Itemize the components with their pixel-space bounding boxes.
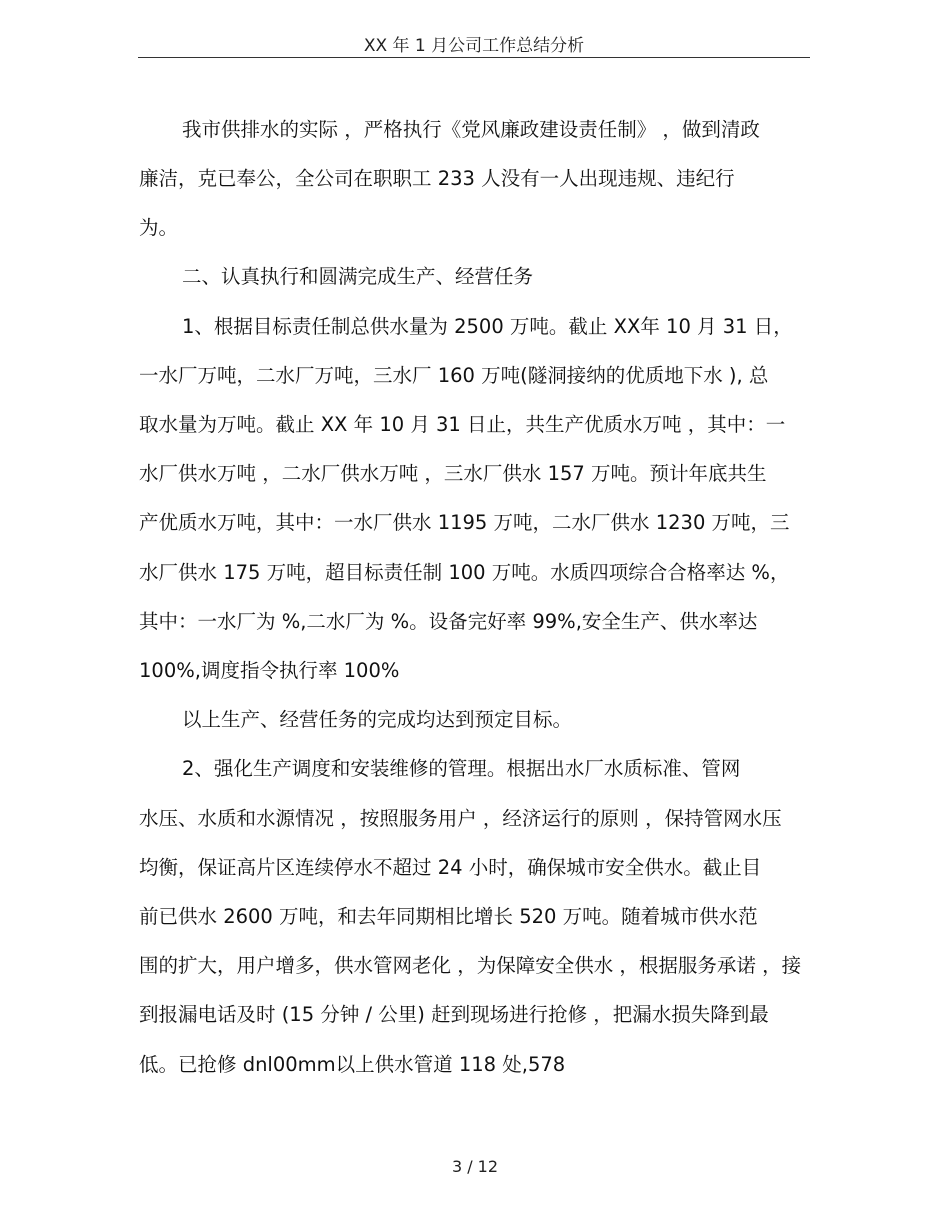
paragraph-line: 水厂供水 175 万吨，超目标责任制 100 万吨。水质四项综合合格率达 %， <box>139 561 790 584</box>
paragraph-line: 前已供水 2600 万吨，和去年同期相比增长 520 万吨。随着城市供水范 <box>139 905 758 928</box>
paragraph-line: 廉洁，克已奉公，全公司在职职工 233 人没有一人出现违规、违纪行 <box>139 167 735 190</box>
paragraph-line: 2、强化生产调度和安装维修的管理。根据出水厂水质标准、管网 <box>182 757 741 780</box>
paragraph-line: 产优质水万吨，其中：一水厂供水 1195 万吨，二水厂供水 1230 万吨，三 <box>139 511 790 534</box>
paragraph-line: 我市供排水的实际 ，严格执行《党风廉政建设责任制》 ，做到清政 <box>182 118 760 141</box>
paragraph-line: 低。已抢修 dnl00mm以上供水管道 118 处,578 <box>139 1053 566 1076</box>
section-heading: 二、认真执行和圆满完成生产、经营任务 <box>182 265 534 288</box>
paragraph-line: 一水厂万吨，二水厂万吨，三水厂 160 万吨(隧洞接纳的优质地下水 ), 总 <box>139 364 769 387</box>
paragraph-line: 1、根据目标责任制总供水量为 2500 万吨。截止 XX年 10 月 31 日， <box>182 315 793 338</box>
paragraph-line: 水压、水质和水源情况 ，按照服务用户 ，经济运行的原则 ，保持管网水压 <box>139 807 782 830</box>
paragraph-line: 水厂供水万吨 ，二水厂供水万吨 ，三水厂供水 157 万吨。预计年底共生 <box>139 462 767 485</box>
paragraph-line: 以上生产、经营任务的完成均达到预定目标。 <box>182 708 573 731</box>
page-header-title: XX 年 1 月公司工作总结分析 <box>363 36 585 56</box>
paragraph-line: 为。 <box>139 216 179 239</box>
page-number: 3 / 12 <box>451 1157 499 1176</box>
paragraph-line: 其中：一水厂为 %,二水厂为 %。设备完好率 99%,安全生产、供水率达 <box>139 610 758 633</box>
paragraph-line: 到报漏电话及时 (15 分钟 / 公里) 赶到现场进行抢修 ，把漏水损失降到最 <box>139 1003 769 1026</box>
paragraph-line: 均衡，保证高片区连续停水不超过 24 小时，确保城市安全供水。截止目 <box>139 856 762 879</box>
paragraph-line: 取水量为万吨。截止 XX 年 10 月 31 日止，共生产优质水万吨 ，其中：一 <box>139 413 786 436</box>
paragraph-line: 100%,调度指令执行率 100% <box>139 659 400 682</box>
paragraph-line: 围的扩大，用户增多，供水管网老化 ，为保障安全供水 ，根据服务承诺 ，接 <box>139 954 802 977</box>
header-divider <box>138 57 810 58</box>
